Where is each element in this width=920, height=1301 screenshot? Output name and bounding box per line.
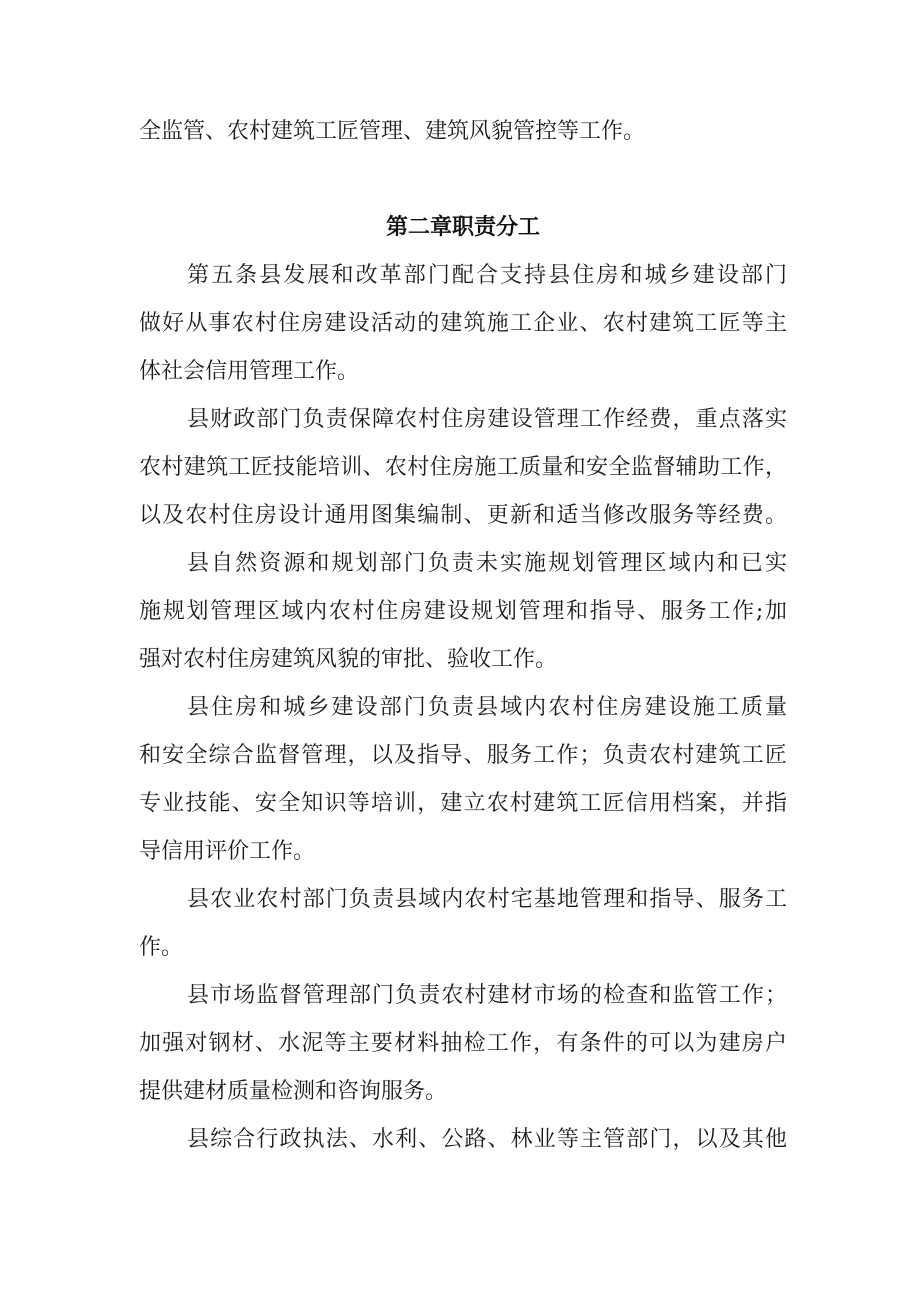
- paragraph-line: 第五条县发展和改革部门配合支持县住房和城乡建设部门: [187, 263, 787, 288]
- paragraph-line: 提供建材质量检测和咨询服务。: [139, 1079, 448, 1104]
- paragraph-article-5: [139, 252, 787, 396]
- paragraph-line: 以及农村住房设计通用图集编制、更新和适当修改服务等经费。: [139, 503, 787, 528]
- chapter-title: 第二章职责分工: [385, 215, 540, 240]
- paragraph-line: 全监管、农村建筑工匠管理、建筑风貌管控等工作。: [139, 119, 646, 144]
- paragraph-line: 施规划管理区域内农村住房建设规划管理和指导、服务工作;加: [139, 599, 787, 624]
- paragraph-line: 体社会信用管理工作。: [139, 359, 360, 384]
- paragraph-market-supervision: [139, 972, 787, 1116]
- paragraph-line: 县财政部门负责保障农村住房建设管理工作经费，重点落实: [187, 407, 787, 432]
- paragraph-line: 和安全综合监督管理，以及指导、服务工作；负责农村建筑工匠: [139, 743, 787, 768]
- paragraph-agriculture: [139, 876, 787, 972]
- paragraph-line: 县市场监督管理部门负责农村建材市场的检查和监管工作；: [187, 983, 787, 1008]
- paragraph-line: 加强对钢材、水泥等主要材料抽检工作，有条件的可以为建房户: [139, 1031, 787, 1056]
- paragraph-housing: [139, 684, 787, 876]
- paragraph-line: 县自然资源和规划部门负责未实施规划管理区域内和已实: [187, 551, 787, 576]
- paragraph-line: 县农业农村部门负责县域内农村宅基地管理和指导、服务工: [187, 887, 787, 912]
- paragraph-line: 强对农村住房建筑风貌的审批、验收工作。: [139, 647, 558, 672]
- paragraph-line: 县住房和城乡建设部门负责县域内农村住房建设施工质量: [187, 695, 787, 720]
- paragraph-line: 专业技能、安全知识等培训，建立农村建筑工匠信用档案，并指: [139, 791, 787, 816]
- document-body: [139, 108, 787, 1164]
- paragraph-line: 农村建筑工匠技能培训、农村住房施工质量和安全监督辅助工作，: [139, 455, 787, 480]
- lead-paragraph: [139, 108, 787, 156]
- paragraph-finance: [139, 396, 787, 540]
- paragraph-line: 县综合行政执法、水利、公路、林业等主管部门，以及其他: [187, 1127, 787, 1152]
- paragraph-natural-resources: [139, 540, 787, 684]
- paragraph-line: 作。: [139, 935, 184, 960]
- paragraph-line: 导信用评价工作。: [139, 839, 316, 864]
- paragraph-other-departments: [139, 1116, 787, 1164]
- paragraph-line: 做好从事农村住房建设活动的建筑施工企业、农村建筑工匠等主: [139, 311, 787, 336]
